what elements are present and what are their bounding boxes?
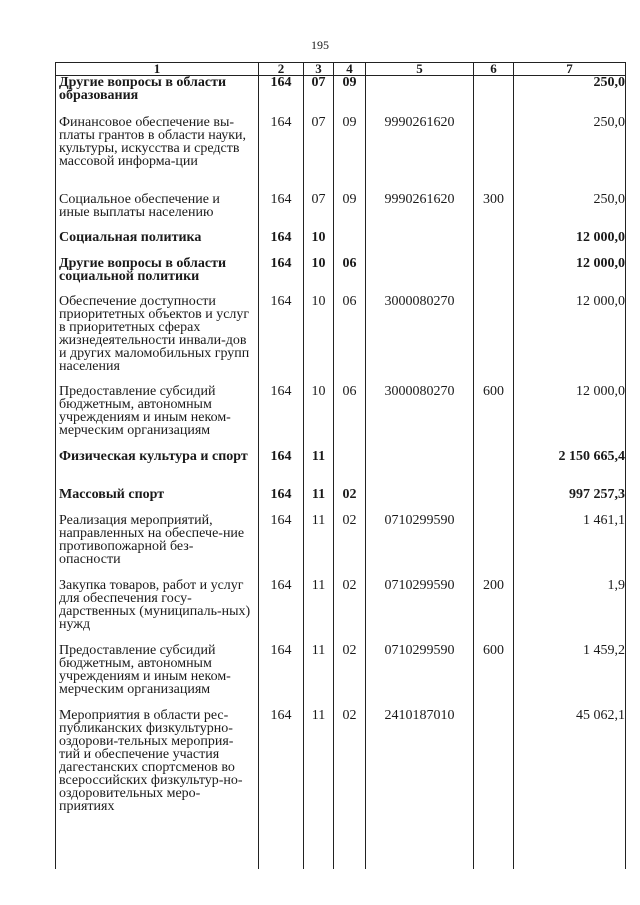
spacer-cell [334,839,366,869]
row-target-code [366,257,474,295]
row-subsection-code: 09 [334,76,366,117]
row-expense-type: 200 [474,579,514,644]
row-subsection-code: 09 [334,193,366,231]
row-name: Социальная политика [56,231,259,257]
row-ved-code: 164 [259,450,304,488]
row-ved-code: 164 [259,257,304,295]
row-ved-code: 164 [259,579,304,644]
row-name: Другие вопросы в области социальной политики [56,257,259,295]
table-row [56,514,626,579]
row-expense-type [474,709,514,839]
row-ved-code: 164 [259,514,304,579]
row-name: Обеспечение доступности приоритетных объектов и услуг в приоритетных сферах жизнедеятельности инвали-дов и других маломобильных групп населения [56,295,259,385]
spacer-cell [56,839,259,869]
row-section-code: 11 [304,450,334,488]
row-amount: 250,0 [514,193,626,231]
row-section-code: 10 [304,231,334,257]
row-target-code: 2410187010 [366,709,474,839]
row-expense-type [474,450,514,488]
row-amount: 12 000,0 [514,385,626,450]
table-row [56,450,626,488]
row-amount: 12 000,0 [514,295,626,385]
row-ved-code: 164 [259,193,304,231]
row-section-code: 10 [304,295,334,385]
row-name: Реализация мероприятий, направленных на обеспече-ние противопожарной без-опасности [56,514,259,579]
row-ved-code: 164 [259,385,304,450]
column-header: 6 [474,63,514,76]
column-header: 3 [304,63,334,76]
row-expense-type: 600 [474,385,514,450]
row-subsection-code [334,450,366,488]
table-row [56,709,626,839]
table-spacer-row [56,839,626,869]
row-expense-type [474,116,514,193]
row-amount: 250,0 [514,76,626,117]
row-ved-code: 164 [259,295,304,385]
column-header: 4 [334,63,366,76]
row-ved-code: 164 [259,709,304,839]
column-header: 2 [259,63,304,76]
row-subsection-code: 09 [334,116,366,193]
row-ved-code: 164 [259,488,304,514]
table-row [56,579,626,644]
table-body [56,76,626,870]
row-target-code: 0710299590 [366,514,474,579]
row-expense-type [474,76,514,117]
row-target-code: 3000080270 [366,295,474,385]
row-target-code: 0710299590 [366,644,474,709]
row-amount: 12 000,0 [514,231,626,257]
row-section-code: 10 [304,257,334,295]
table-header-row [56,63,626,76]
row-expense-type: 600 [474,644,514,709]
row-amount: 45 062,1 [514,709,626,839]
column-header: 7 [514,63,626,76]
row-section-code: 10 [304,385,334,450]
row-amount: 250,0 [514,116,626,193]
row-ved-code: 164 [259,116,304,193]
row-amount: 1 461,1 [514,514,626,579]
row-target-code [366,488,474,514]
spacer-cell [474,839,514,869]
row-ved-code: 164 [259,231,304,257]
row-amount: 12 000,0 [514,257,626,295]
column-header: 5 [366,63,474,76]
row-section-code: 11 [304,488,334,514]
spacer-cell [514,839,626,869]
row-section-code: 07 [304,193,334,231]
row-subsection-code [334,231,366,257]
row-target-code: 0710299590 [366,579,474,644]
row-target-code: 3000080270 [366,385,474,450]
row-subsection-code: 02 [334,644,366,709]
table-row [56,295,626,385]
row-section-code: 11 [304,514,334,579]
table-row [56,231,626,257]
row-section-code: 07 [304,76,334,117]
row-subsection-code: 06 [334,295,366,385]
row-amount: 997 257,3 [514,488,626,514]
row-name: Массовый спорт [56,488,259,514]
table-row [56,488,626,514]
spacer-cell [366,839,474,869]
row-section-code: 07 [304,116,334,193]
column-header: 1 [56,63,259,76]
row-name: Другие вопросы в области образования [56,76,259,117]
row-name: Социальное обеспечение и иные выплаты населению [56,193,259,231]
row-subsection-code: 02 [334,709,366,839]
row-amount: 1 459,2 [514,644,626,709]
row-section-code: 11 [304,709,334,839]
row-target-code [366,76,474,117]
row-expense-type [474,488,514,514]
table-row [56,257,626,295]
row-ved-code: 164 [259,644,304,709]
row-target-code: 9990261620 [366,116,474,193]
row-target-code [366,231,474,257]
row-name: Финансовое обеспечение вы-платы грантов в области науки, культуры, искусства и средств массовой информа-ции [56,116,259,193]
row-name: Физическая культура и спорт [56,450,259,488]
row-target-code: 9990261620 [366,193,474,231]
row-expense-type: 300 [474,193,514,231]
row-subsection-code: 06 [334,385,366,450]
row-expense-type [474,257,514,295]
row-subsection-code: 02 [334,579,366,644]
spacer-cell [259,839,304,869]
table-row [56,76,626,117]
row-section-code: 11 [304,579,334,644]
row-name: Предоставление субсидий бюджетным, автономным учреждениям и иным неком-мерческим организациям [56,385,259,450]
row-target-code [366,450,474,488]
row-subsection-code: 02 [334,488,366,514]
table-row [56,644,626,709]
table-row [56,116,626,193]
row-section-code: 11 [304,644,334,709]
budget-table [55,62,626,869]
row-name: Мероприятия в области рес-публиканских физкультурно-оздорови-тельных мероприя-тий и обеспечение участия дагестанских спортсменов во всероссийских физкультур-но-оздоровительных меро-приятиях [56,709,259,839]
row-name: Предоставление субсидий бюджетным, автономным учреждениям и иным неком-мерческим организациям [56,644,259,709]
row-ved-code: 164 [259,76,304,117]
spacer-cell [304,839,334,869]
page-number: 195 [311,38,329,52]
table-row [56,193,626,231]
row-expense-type [474,295,514,385]
row-expense-type [474,231,514,257]
table-row [56,385,626,450]
row-expense-type [474,514,514,579]
row-subsection-code: 06 [334,257,366,295]
row-amount: 1,9 [514,579,626,644]
row-name: Закупка товаров, работ и услуг для обеспечения госу-дарственных (муниципаль-ных) нужд [56,579,259,644]
row-subsection-code: 02 [334,514,366,579]
row-amount: 2 150 665,4 [514,450,626,488]
